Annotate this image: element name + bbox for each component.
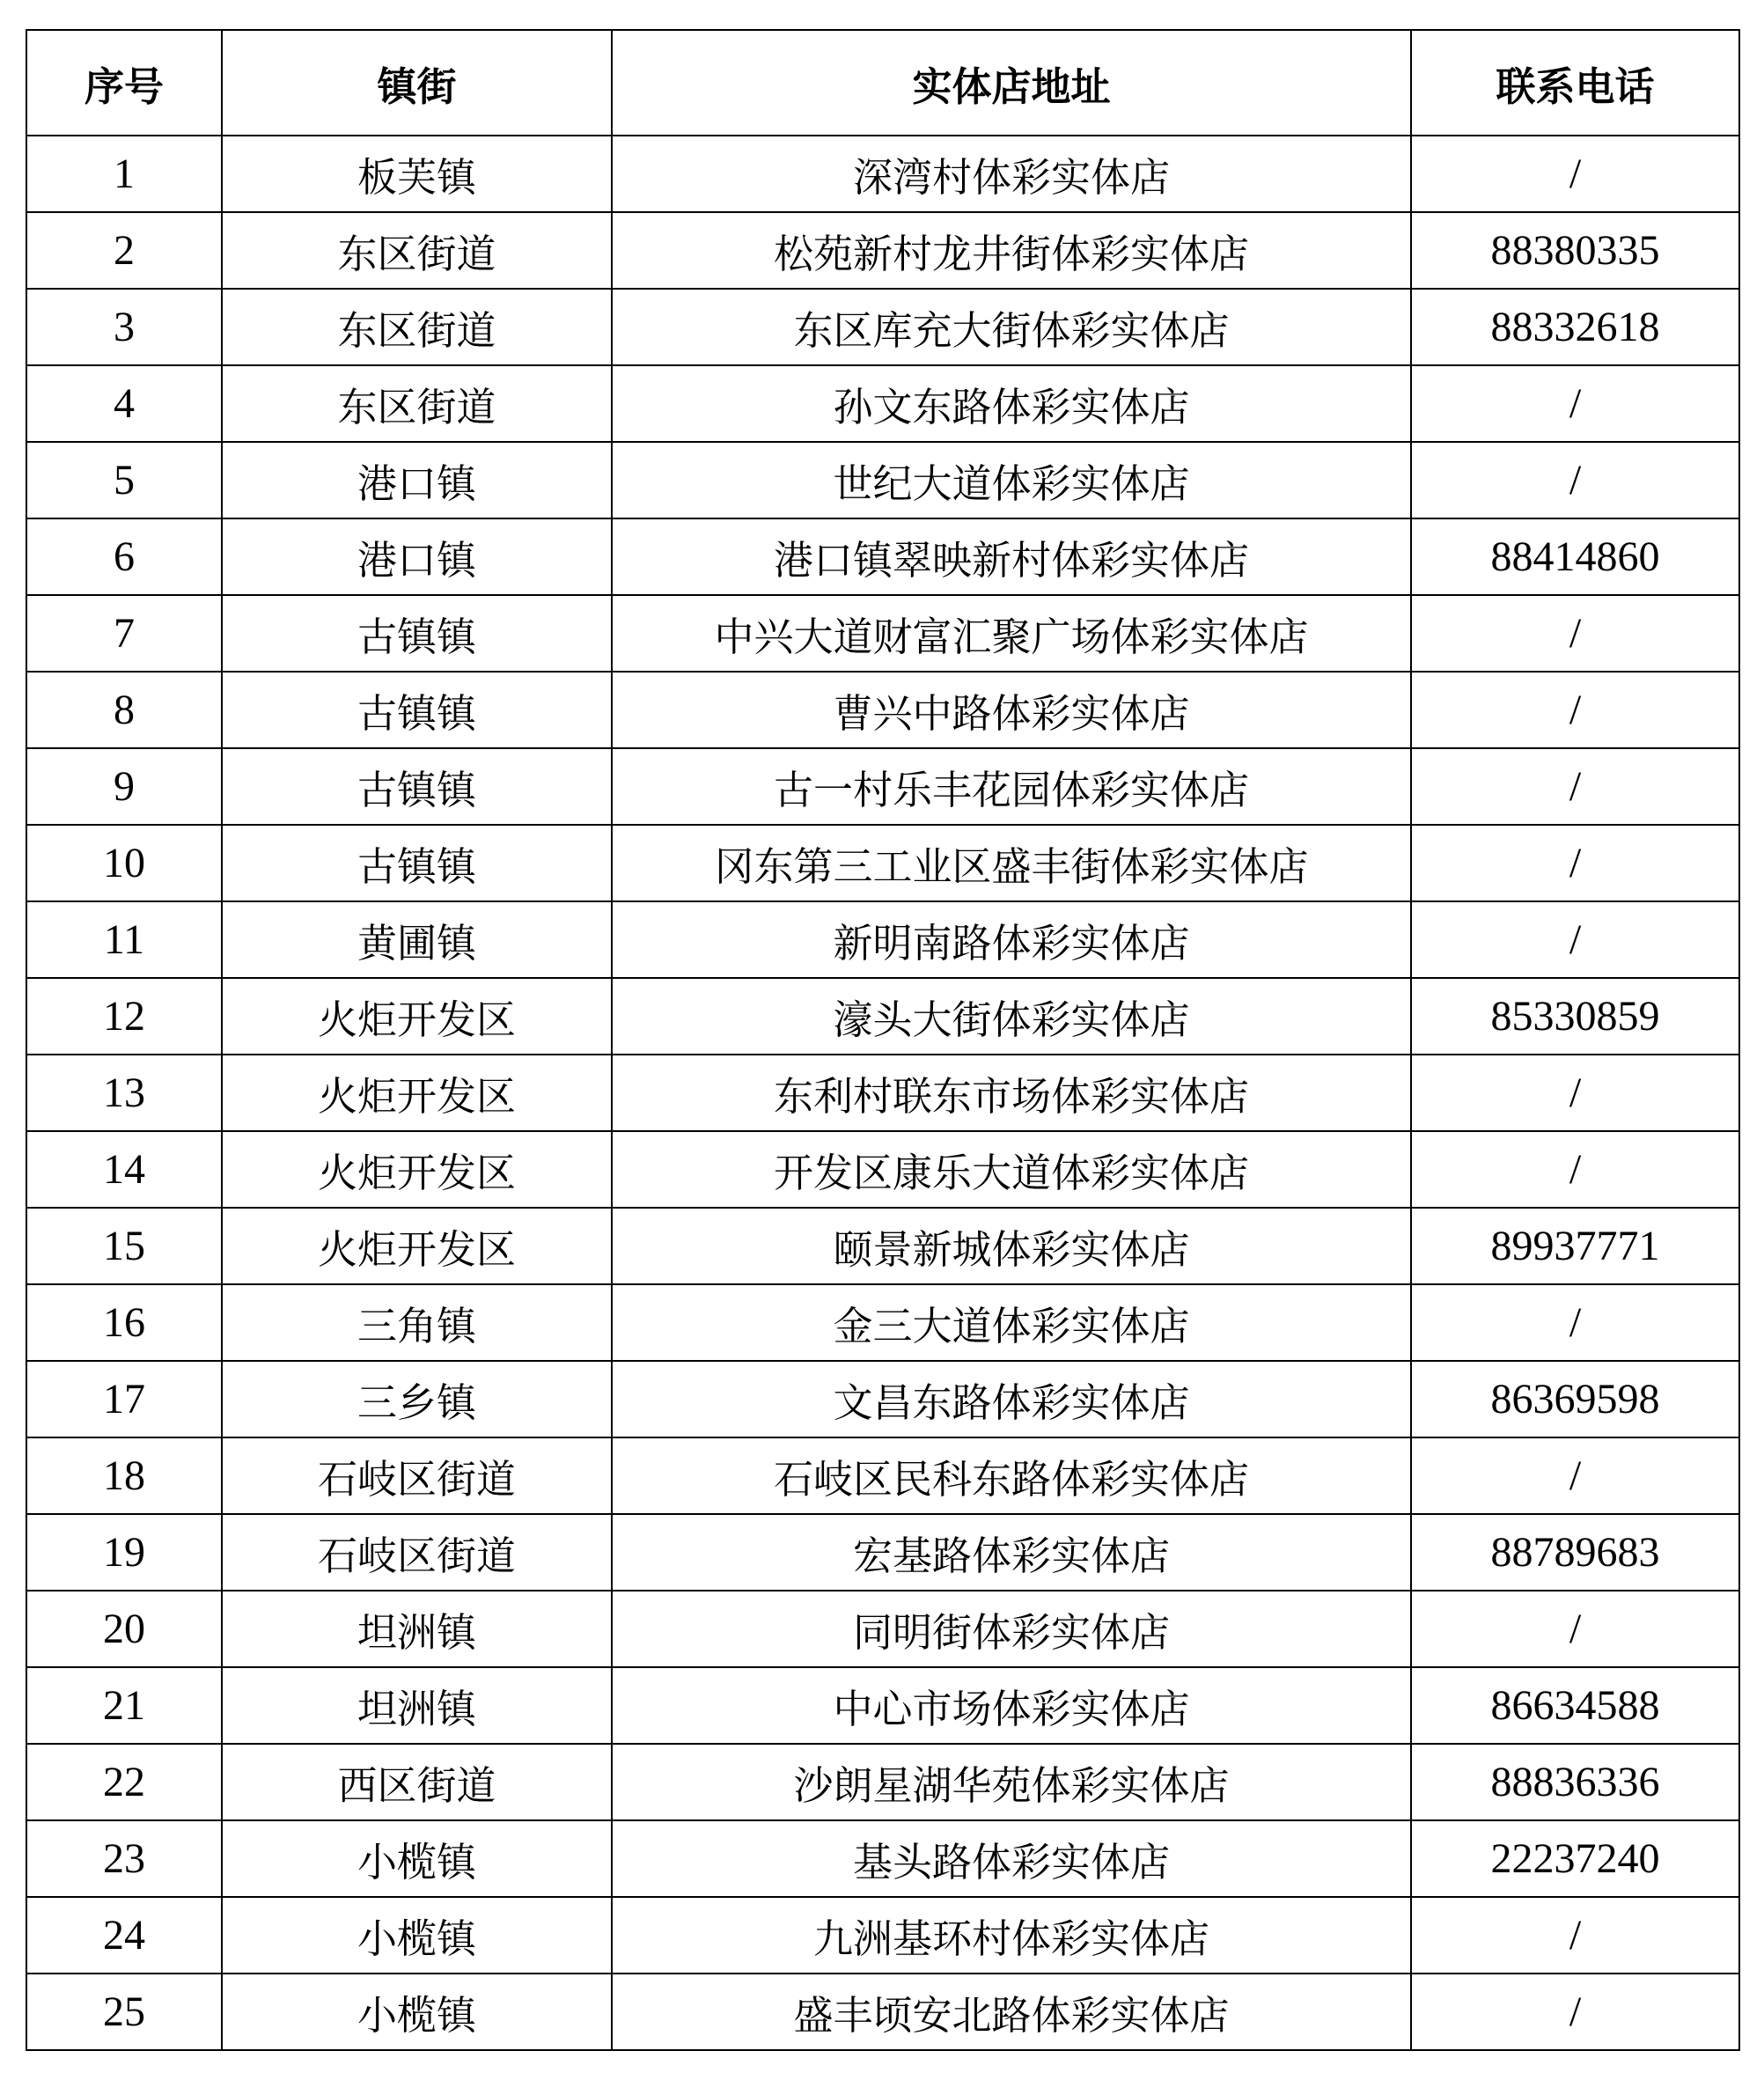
cell-address: 濠头大街体彩实体店 bbox=[612, 978, 1411, 1055]
cell-index: 15 bbox=[26, 1208, 222, 1284]
table-row bbox=[26, 1897, 1739, 1974]
table-row bbox=[26, 672, 1739, 748]
cell-address: 深湾村体彩实体店 bbox=[612, 136, 1411, 212]
table-row bbox=[26, 1974, 1739, 2050]
cell-phone: 88414860 bbox=[1411, 518, 1739, 595]
cell-phone: / bbox=[1411, 901, 1739, 978]
cell-index: 18 bbox=[26, 1437, 222, 1514]
table-row bbox=[26, 1820, 1739, 1897]
header-address: 实体店地址 bbox=[612, 30, 1411, 136]
cell-index: 11 bbox=[26, 901, 222, 978]
table-row bbox=[26, 748, 1739, 825]
cell-address: 沙朗星湖华苑体彩实体店 bbox=[612, 1744, 1411, 1820]
cell-town: 古镇镇 bbox=[222, 595, 612, 672]
table-row bbox=[26, 365, 1739, 442]
table-row bbox=[26, 978, 1739, 1055]
cell-town: 黄圃镇 bbox=[222, 901, 612, 978]
cell-phone: / bbox=[1411, 672, 1739, 748]
table-row bbox=[26, 595, 1739, 672]
cell-phone: 88789683 bbox=[1411, 1514, 1739, 1591]
cell-index: 9 bbox=[26, 748, 222, 825]
cell-index: 14 bbox=[26, 1131, 222, 1208]
cell-town: 港口镇 bbox=[222, 518, 612, 595]
cell-address: 中心市场体彩实体店 bbox=[612, 1667, 1411, 1744]
cell-index: 8 bbox=[26, 672, 222, 748]
cell-town: 小榄镇 bbox=[222, 1820, 612, 1897]
cell-town: 三角镇 bbox=[222, 1284, 612, 1361]
cell-index: 20 bbox=[26, 1591, 222, 1667]
cell-town: 古镇镇 bbox=[222, 672, 612, 748]
cell-phone: / bbox=[1411, 1591, 1739, 1667]
cell-town: 东区街道 bbox=[222, 212, 612, 289]
table-row bbox=[26, 901, 1739, 978]
cell-town: 石岐区街道 bbox=[222, 1514, 612, 1591]
cell-town: 石岐区街道 bbox=[222, 1437, 612, 1514]
cell-index: 2 bbox=[26, 212, 222, 289]
cell-town: 坦洲镇 bbox=[222, 1667, 612, 1744]
cell-town: 板芙镇 bbox=[222, 136, 612, 212]
cell-index: 23 bbox=[26, 1820, 222, 1897]
cell-town: 西区街道 bbox=[222, 1744, 612, 1820]
cell-town: 火炬开发区 bbox=[222, 1131, 612, 1208]
cell-address: 开发区康乐大道体彩实体店 bbox=[612, 1131, 1411, 1208]
table-row bbox=[26, 825, 1739, 901]
table-body bbox=[26, 136, 1739, 2050]
cell-address: 文昌东路体彩实体店 bbox=[612, 1361, 1411, 1437]
table-row bbox=[26, 1744, 1739, 1820]
cell-phone: 86369598 bbox=[1411, 1361, 1739, 1437]
store-table bbox=[26, 29, 1740, 2051]
cell-index: 21 bbox=[26, 1667, 222, 1744]
cell-index: 10 bbox=[26, 825, 222, 901]
table-row bbox=[26, 1514, 1739, 1591]
cell-address: 孙文东路体彩实体店 bbox=[612, 365, 1411, 442]
cell-address: 冈东第三工业区盛丰街体彩实体店 bbox=[612, 825, 1411, 901]
cell-index: 3 bbox=[26, 289, 222, 365]
cell-index: 12 bbox=[26, 978, 222, 1055]
cell-address: 盛丰顷安北路体彩实体店 bbox=[612, 1974, 1411, 2050]
table-row bbox=[26, 1667, 1739, 1744]
cell-phone: / bbox=[1411, 825, 1739, 901]
table-row bbox=[26, 289, 1739, 365]
cell-address: 九洲基环村体彩实体店 bbox=[612, 1897, 1411, 1974]
cell-address: 东利村联东市场体彩实体店 bbox=[612, 1055, 1411, 1131]
cell-phone: / bbox=[1411, 1284, 1739, 1361]
cell-address: 石岐区民科东路体彩实体店 bbox=[612, 1437, 1411, 1514]
cell-town: 古镇镇 bbox=[222, 748, 612, 825]
cell-town: 港口镇 bbox=[222, 442, 612, 518]
cell-address: 世纪大道体彩实体店 bbox=[612, 442, 1411, 518]
cell-index: 1 bbox=[26, 136, 222, 212]
cell-address: 中兴大道财富汇聚广场体彩实体店 bbox=[612, 595, 1411, 672]
cell-index: 19 bbox=[26, 1514, 222, 1591]
table-row bbox=[26, 442, 1739, 518]
cell-phone: 89937771 bbox=[1411, 1208, 1739, 1284]
header-index: 序号 bbox=[26, 30, 222, 136]
cell-index: 4 bbox=[26, 365, 222, 442]
cell-index: 17 bbox=[26, 1361, 222, 1437]
cell-phone: / bbox=[1411, 136, 1739, 212]
store-table-container bbox=[26, 29, 1738, 2051]
cell-index: 16 bbox=[26, 1284, 222, 1361]
header-town: 镇街 bbox=[222, 30, 612, 136]
cell-address: 松苑新村龙井街体彩实体店 bbox=[612, 212, 1411, 289]
cell-index: 25 bbox=[26, 1974, 222, 2050]
cell-town: 坦洲镇 bbox=[222, 1591, 612, 1667]
cell-phone: / bbox=[1411, 1055, 1739, 1131]
cell-phone: / bbox=[1411, 1974, 1739, 2050]
cell-phone: / bbox=[1411, 1437, 1739, 1514]
cell-address: 宏基路体彩实体店 bbox=[612, 1514, 1411, 1591]
cell-index: 6 bbox=[26, 518, 222, 595]
table-row bbox=[26, 1591, 1739, 1667]
cell-address: 同明街体彩实体店 bbox=[612, 1591, 1411, 1667]
cell-town: 火炬开发区 bbox=[222, 1208, 612, 1284]
table-row bbox=[26, 518, 1739, 595]
cell-address: 新明南路体彩实体店 bbox=[612, 901, 1411, 978]
cell-index: 24 bbox=[26, 1897, 222, 1974]
cell-phone: 85330859 bbox=[1411, 978, 1739, 1055]
cell-town: 火炬开发区 bbox=[222, 978, 612, 1055]
table-row bbox=[26, 1437, 1739, 1514]
cell-phone: 86634588 bbox=[1411, 1667, 1739, 1744]
cell-phone: 22237240 bbox=[1411, 1820, 1739, 1897]
cell-town: 东区街道 bbox=[222, 365, 612, 442]
cell-town: 古镇镇 bbox=[222, 825, 612, 901]
table-header-row bbox=[26, 30, 1739, 136]
table-row bbox=[26, 212, 1739, 289]
cell-address: 金三大道体彩实体店 bbox=[612, 1284, 1411, 1361]
cell-index: 22 bbox=[26, 1744, 222, 1820]
cell-phone: / bbox=[1411, 442, 1739, 518]
cell-index: 5 bbox=[26, 442, 222, 518]
cell-address: 东区库充大街体彩实体店 bbox=[612, 289, 1411, 365]
table-row bbox=[26, 1131, 1739, 1208]
cell-address: 曹兴中路体彩实体店 bbox=[612, 672, 1411, 748]
cell-phone: 88836336 bbox=[1411, 1744, 1739, 1820]
cell-phone: / bbox=[1411, 595, 1739, 672]
cell-address: 颐景新城体彩实体店 bbox=[612, 1208, 1411, 1284]
table-row bbox=[26, 1361, 1739, 1437]
cell-town: 小榄镇 bbox=[222, 1897, 612, 1974]
header-phone: 联系电话 bbox=[1411, 30, 1739, 136]
cell-phone: 88380335 bbox=[1411, 212, 1739, 289]
table-row bbox=[26, 1284, 1739, 1361]
cell-index: 7 bbox=[26, 595, 222, 672]
cell-address: 基头路体彩实体店 bbox=[612, 1820, 1411, 1897]
cell-phone: / bbox=[1411, 1131, 1739, 1208]
cell-index: 13 bbox=[26, 1055, 222, 1131]
cell-phone: / bbox=[1411, 1897, 1739, 1974]
table-row bbox=[26, 1055, 1739, 1131]
cell-town: 三乡镇 bbox=[222, 1361, 612, 1437]
cell-phone: / bbox=[1411, 748, 1739, 825]
table-row bbox=[26, 136, 1739, 212]
cell-town: 小榄镇 bbox=[222, 1974, 612, 2050]
cell-address: 港口镇翠映新村体彩实体店 bbox=[612, 518, 1411, 595]
cell-phone: / bbox=[1411, 365, 1739, 442]
cell-phone: 88332618 bbox=[1411, 289, 1739, 365]
cell-address: 古一村乐丰花园体彩实体店 bbox=[612, 748, 1411, 825]
cell-town: 火炬开发区 bbox=[222, 1055, 612, 1131]
table-row bbox=[26, 1208, 1739, 1284]
cell-town: 东区街道 bbox=[222, 289, 612, 365]
